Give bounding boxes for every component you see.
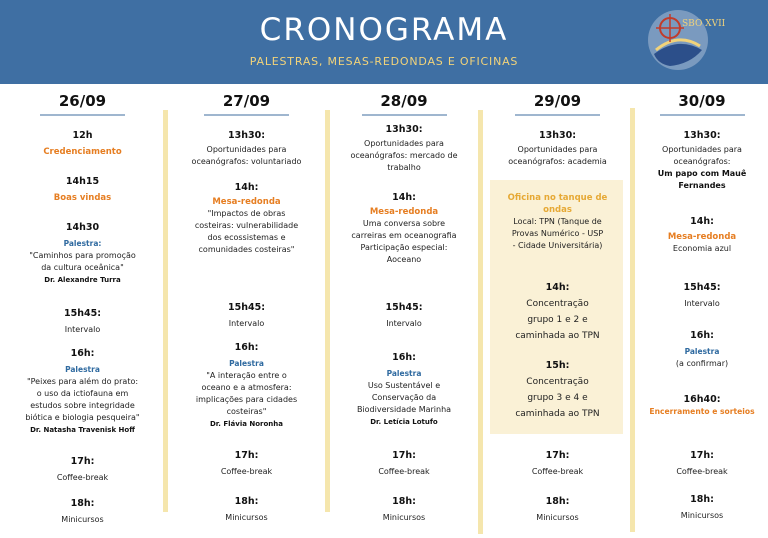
item-time: 15h45: <box>63 308 101 319</box>
page-title: CRONOGRAMA <box>259 12 509 48</box>
schedule-item <box>485 450 630 478</box>
item-time: 14h30 <box>65 222 100 233</box>
speaker-name: Dr. Alexandre Turra <box>44 276 121 284</box>
schedule-item <box>0 176 165 204</box>
date-underline <box>362 114 447 116</box>
item-time: 15h45: <box>227 302 265 313</box>
schedule-item <box>485 280 630 344</box>
schedule-item <box>168 450 325 478</box>
item-text: Minicursos <box>382 513 426 522</box>
item-text: "A interação entre o <box>206 371 287 380</box>
item-text: Oportunidades para <box>206 145 287 154</box>
schedule-item <box>0 130 165 158</box>
schedule-item <box>168 130 325 168</box>
item-text: Oportunidades para <box>517 145 598 154</box>
item-time: 13h30: <box>538 130 576 141</box>
item-heading: Mesa-redonda <box>369 207 439 217</box>
item-text: dos ecossistemas e <box>207 233 286 242</box>
item-text: Participação especial: <box>360 243 448 252</box>
schedule-item <box>636 130 768 192</box>
item-text: grupo 3 e 4 e <box>527 393 588 403</box>
event-logo <box>640 6 726 78</box>
item-heading: Mesa-redonda <box>667 232 737 242</box>
schedule-item <box>636 216 768 255</box>
item-text: Coffee-break <box>531 467 584 476</box>
item-text: Local: TPN (Tanque de <box>513 217 602 226</box>
schedule-item <box>0 456 165 484</box>
schedule-item <box>330 450 478 478</box>
item-text: Coffee-break <box>676 467 728 476</box>
item-text: Coffee-break <box>220 467 273 476</box>
item-text: "Impactos de obras <box>207 209 286 218</box>
speaker-name: Dr. Flávia Noronha <box>209 420 283 428</box>
item-time: 16h: <box>234 342 259 353</box>
day-date: 26/09 <box>58 92 107 110</box>
item-time: 16h: <box>392 352 416 363</box>
item-time: 12h <box>72 130 93 141</box>
divider-bar <box>630 108 635 532</box>
item-time: 13h30: <box>385 124 423 135</box>
day-date: 27/09 <box>222 92 271 110</box>
schedule-item <box>485 496 630 524</box>
schedule-item <box>168 182 325 256</box>
item-time: 16h40: <box>683 394 721 405</box>
item-text: Intervalo <box>64 325 101 334</box>
item-time: 18h: <box>545 496 570 507</box>
item-time: 14h: <box>690 216 714 227</box>
item-text: Minicursos <box>61 515 104 524</box>
item-text: "Caminhos para promoção <box>29 251 136 260</box>
item-text: oceanógrafos: mercado de <box>350 151 458 160</box>
day-column-26 <box>0 84 165 538</box>
speaker-name: Dr. Letícia Lotufo <box>370 418 438 426</box>
item-time: 16h: <box>70 348 95 359</box>
item-time: 16h: <box>690 330 714 341</box>
schedule-item <box>168 302 325 330</box>
divider-bar <box>478 110 483 534</box>
item-text: oceanógrafos: <box>673 157 731 166</box>
item-text: Aoceano <box>386 255 422 264</box>
item-text: Minicursos <box>225 513 268 522</box>
item-time: 18h: <box>70 498 95 509</box>
workshop-title: ondas <box>543 205 572 215</box>
item-text: costeiras" <box>226 407 267 416</box>
item-text: caminhada ao TPN <box>515 331 600 341</box>
item-text: "Peixes para além do prato: <box>26 377 139 386</box>
item-text: carreiras em oceanografia <box>351 231 457 240</box>
schedule-item <box>485 130 630 168</box>
schedule-item <box>636 494 768 522</box>
item-bold-text: Um papo com Mauê <box>657 169 747 178</box>
item-time: 13h30: <box>683 130 721 141</box>
item-time: 14h: <box>234 182 259 193</box>
item-text: Concentração <box>526 377 589 387</box>
item-text: costeiras: vulnerabilidade <box>194 221 299 230</box>
schedule-item <box>330 352 478 428</box>
schedule-item <box>0 222 165 286</box>
item-text: Uso Sustentável e <box>367 381 441 390</box>
day-column-28 <box>330 84 478 538</box>
item-text: Economia azul <box>672 244 732 253</box>
item-heading: Boas vindas <box>53 193 112 203</box>
schedule-item <box>485 358 630 422</box>
item-text: implicações para cidades <box>195 395 298 404</box>
page-subtitle: PALESTRAS, MESAS-REDONDAS E OFICINAS <box>249 55 519 68</box>
date-underline <box>204 114 289 116</box>
schedule-item <box>636 330 768 370</box>
item-text: oceanógrafos: voluntariado <box>191 157 302 166</box>
item-time: 17h: <box>545 450 570 461</box>
item-text: comunidades costeiras" <box>198 245 295 254</box>
item-heading: Credenciamento <box>43 147 122 157</box>
speaker-name: Dr. Natasha Travenisk Hoff <box>30 426 135 434</box>
date-underline <box>40 114 125 116</box>
day-date: 29/09 <box>533 92 582 110</box>
schedule-item <box>168 342 325 430</box>
item-text: Uma conversa sobre <box>362 219 446 228</box>
item-time: 17h: <box>392 450 416 461</box>
item-bold-text: Fernandes <box>678 181 726 190</box>
item-heading: Encerramento e sorteios <box>649 407 755 416</box>
schedule-item <box>0 308 165 336</box>
item-time: 17h: <box>70 456 95 467</box>
item-text: Intervalo <box>684 299 720 308</box>
item-time: 17h: <box>234 450 259 461</box>
item-text: (a confirmar) <box>675 359 729 368</box>
item-label: Palestra <box>386 369 422 378</box>
item-text: Coffee-break <box>56 473 109 482</box>
item-time: 14h: <box>392 192 416 203</box>
item-time: 17h: <box>690 450 714 461</box>
item-text: oceano e a atmosfera: <box>201 383 292 392</box>
schedule-item <box>636 394 768 418</box>
item-text: grupo 1 e 2 e <box>527 315 588 325</box>
schedule-item <box>636 450 768 478</box>
item-text: Minicursos <box>536 513 579 522</box>
item-text: Concentração <box>526 299 589 309</box>
schedule-item <box>168 496 325 524</box>
item-text: Biodiversidade Marinha <box>356 405 452 414</box>
item-label: Palestra <box>229 359 264 368</box>
item-text: - Cidade Universitária) <box>512 241 603 250</box>
item-time: 15h45: <box>683 282 721 293</box>
item-text: Intervalo <box>228 319 265 328</box>
workshop-title: Oficina no tanque de <box>507 193 608 203</box>
item-time: 18h: <box>392 496 416 507</box>
item-label: Palestra: <box>63 239 102 248</box>
item-text: Conservação da <box>371 393 437 402</box>
svg-text:SBO XVII: SBO XVII <box>682 19 726 29</box>
date-underline <box>515 114 600 116</box>
item-text: biótica e biologia pesqueira" <box>25 413 140 422</box>
item-text: Provas Numérico - USP <box>511 229 604 238</box>
item-label: Palestra <box>684 347 720 356</box>
item-text: Oportunidades para <box>364 139 444 148</box>
item-time: 18h: <box>690 494 714 505</box>
day-column-29 <box>485 84 630 538</box>
schedule-item <box>330 192 478 266</box>
item-time: 13h30: <box>227 130 265 141</box>
item-label: Palestra <box>65 365 100 374</box>
schedule-item <box>330 302 478 330</box>
schedule-item <box>0 498 165 526</box>
item-time: 14h15 <box>65 176 100 187</box>
day-column-27 <box>168 84 325 538</box>
item-text: oceanógrafos: academia <box>508 157 607 166</box>
schedule-item <box>330 496 478 524</box>
item-time: 18h: <box>234 496 259 507</box>
item-text: Intervalo <box>386 319 422 328</box>
item-text: o uso da ictiofauna em <box>36 389 129 398</box>
item-heading: Mesa-redonda <box>212 197 281 207</box>
item-text: Minicursos <box>680 511 724 520</box>
day-date: 30/09 <box>678 92 726 110</box>
date-underline <box>660 114 745 116</box>
item-time: 15h45: <box>385 302 423 313</box>
item-time: 14h: <box>545 282 570 293</box>
item-text: da cultura oceânica" <box>41 263 124 272</box>
day-date: 28/09 <box>380 92 428 110</box>
item-time: 15h: <box>545 360 570 371</box>
header-banner <box>0 0 768 84</box>
item-text: caminhada ao TPN <box>515 409 600 419</box>
schedule-item <box>330 124 478 174</box>
item-text: trabalho <box>387 163 421 172</box>
schedule-item <box>0 348 165 436</box>
workshop-info <box>485 192 630 252</box>
item-text: estudos sobre integridade <box>30 401 135 410</box>
schedule-item <box>636 282 768 310</box>
day-column-30 <box>636 84 768 538</box>
item-text: Coffee-break <box>378 467 430 476</box>
item-text: Oportunidades para <box>662 145 742 154</box>
